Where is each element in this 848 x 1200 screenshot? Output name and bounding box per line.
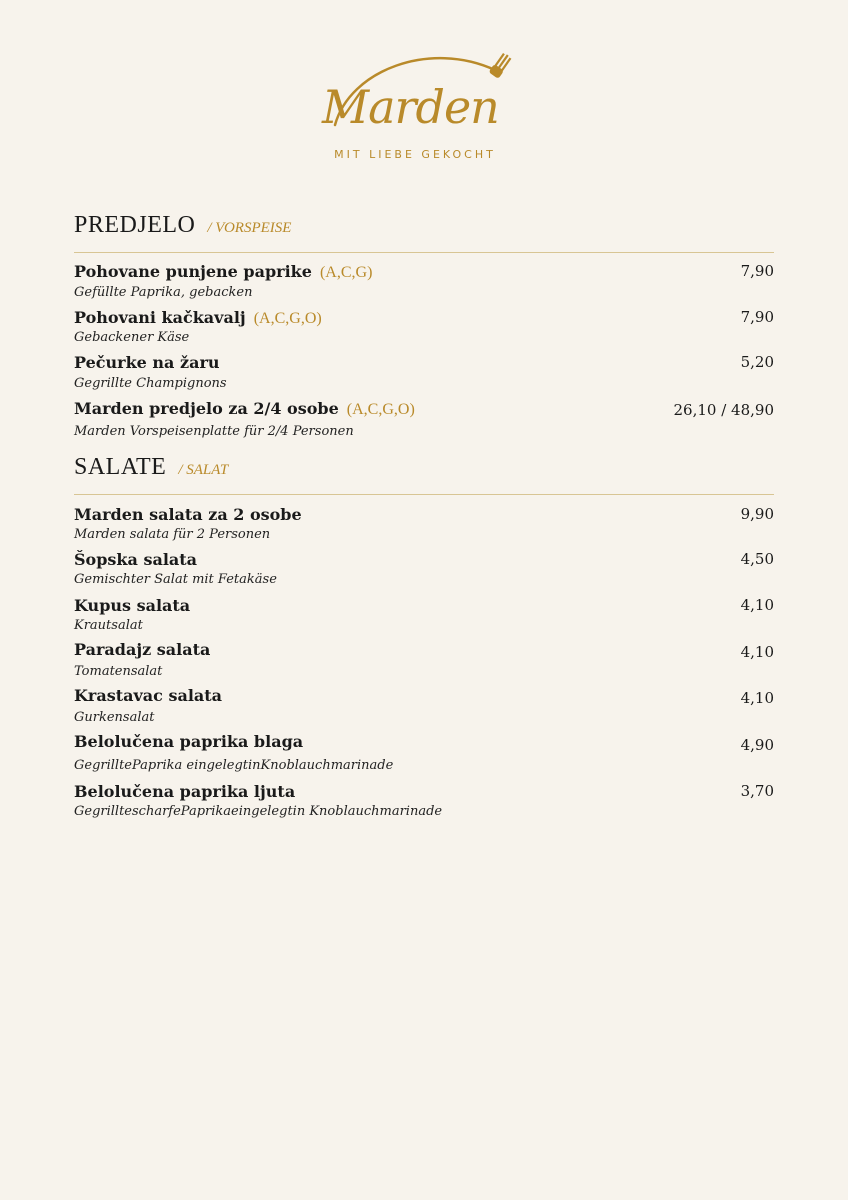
item-name: Pohovane punjene paprike — [74, 262, 312, 281]
brand-tagline: MIT LIEBE GEKOCHT — [334, 148, 496, 161]
logo — [0, 0, 848, 200]
item-description: Gemischter Salat mit Fetakäse — [74, 572, 277, 587]
item-name: Pohovani kačkavalj — [74, 308, 246, 327]
item-price: 9,90 — [740, 505, 774, 523]
item-name: Belolučena paprika blaga — [74, 732, 304, 751]
section-divider — [74, 252, 774, 253]
item-price: 4,50 — [740, 550, 774, 568]
item-description: Gebackener Käse — [74, 330, 190, 345]
item-description: Gurkensalat — [74, 710, 155, 725]
item-price: 26,10 / 48,90 — [673, 401, 774, 419]
section-subtitle: / VORSPEISE — [207, 220, 292, 236]
item-allergens: (A,C,G,O) — [346, 401, 415, 418]
item-allergens: (A,C,G,O) — [253, 310, 322, 327]
section-divider — [74, 494, 774, 495]
item-name: Belolučena paprika ljuta — [74, 782, 296, 801]
item-price: 4,90 — [740, 736, 774, 754]
item-name: Marden predjelo za 2/4 osobe — [74, 399, 339, 418]
item-name: Pečurke na žaru — [74, 353, 220, 372]
item-description: Gefüllte Paprika, gebacken — [74, 285, 253, 300]
item-description: GegrilltePaprika eingelegtinKnoblauchmarinade — [74, 758, 394, 773]
item-description: Marden Vorspeisenplatte für 2/4 Personen — [74, 424, 354, 439]
item-price: 4,10 — [740, 643, 774, 661]
item-price: 7,90 — [740, 262, 774, 280]
item-name: Šopska salata — [74, 550, 198, 569]
item-price: 7,90 — [740, 308, 774, 326]
section-title: SALATE — [74, 454, 167, 480]
item-description: Gegrillte Champignons — [74, 376, 227, 391]
item-name: Krastavac salata — [74, 686, 223, 705]
item-name: Marden salata za 2 osobe — [74, 505, 302, 524]
section-predjelo — [74, 212, 774, 253]
item-price: 4,10 — [740, 596, 774, 614]
item-name: Kupus salata — [74, 596, 191, 615]
item-description: GegrilltescharfePaprikaeingelegtin Knoblauchmarinade — [74, 804, 443, 819]
item-description: Krautsalat — [74, 618, 143, 633]
section-salate — [74, 454, 774, 495]
item-name: Paradajz salata — [74, 640, 211, 659]
section-title: PREDJELO — [74, 212, 196, 238]
item-price: 4,10 — [740, 689, 774, 707]
item-price: 5,20 — [740, 353, 774, 371]
item-allergens: (A,C,G) — [319, 264, 373, 281]
item-description: Marden salata für 2 Personen — [74, 527, 271, 542]
brand-name: Marden — [322, 80, 499, 134]
section-subtitle: / SALAT — [178, 462, 229, 478]
item-description: Tomatensalat — [74, 664, 163, 679]
item-price: 3,70 — [740, 782, 774, 800]
